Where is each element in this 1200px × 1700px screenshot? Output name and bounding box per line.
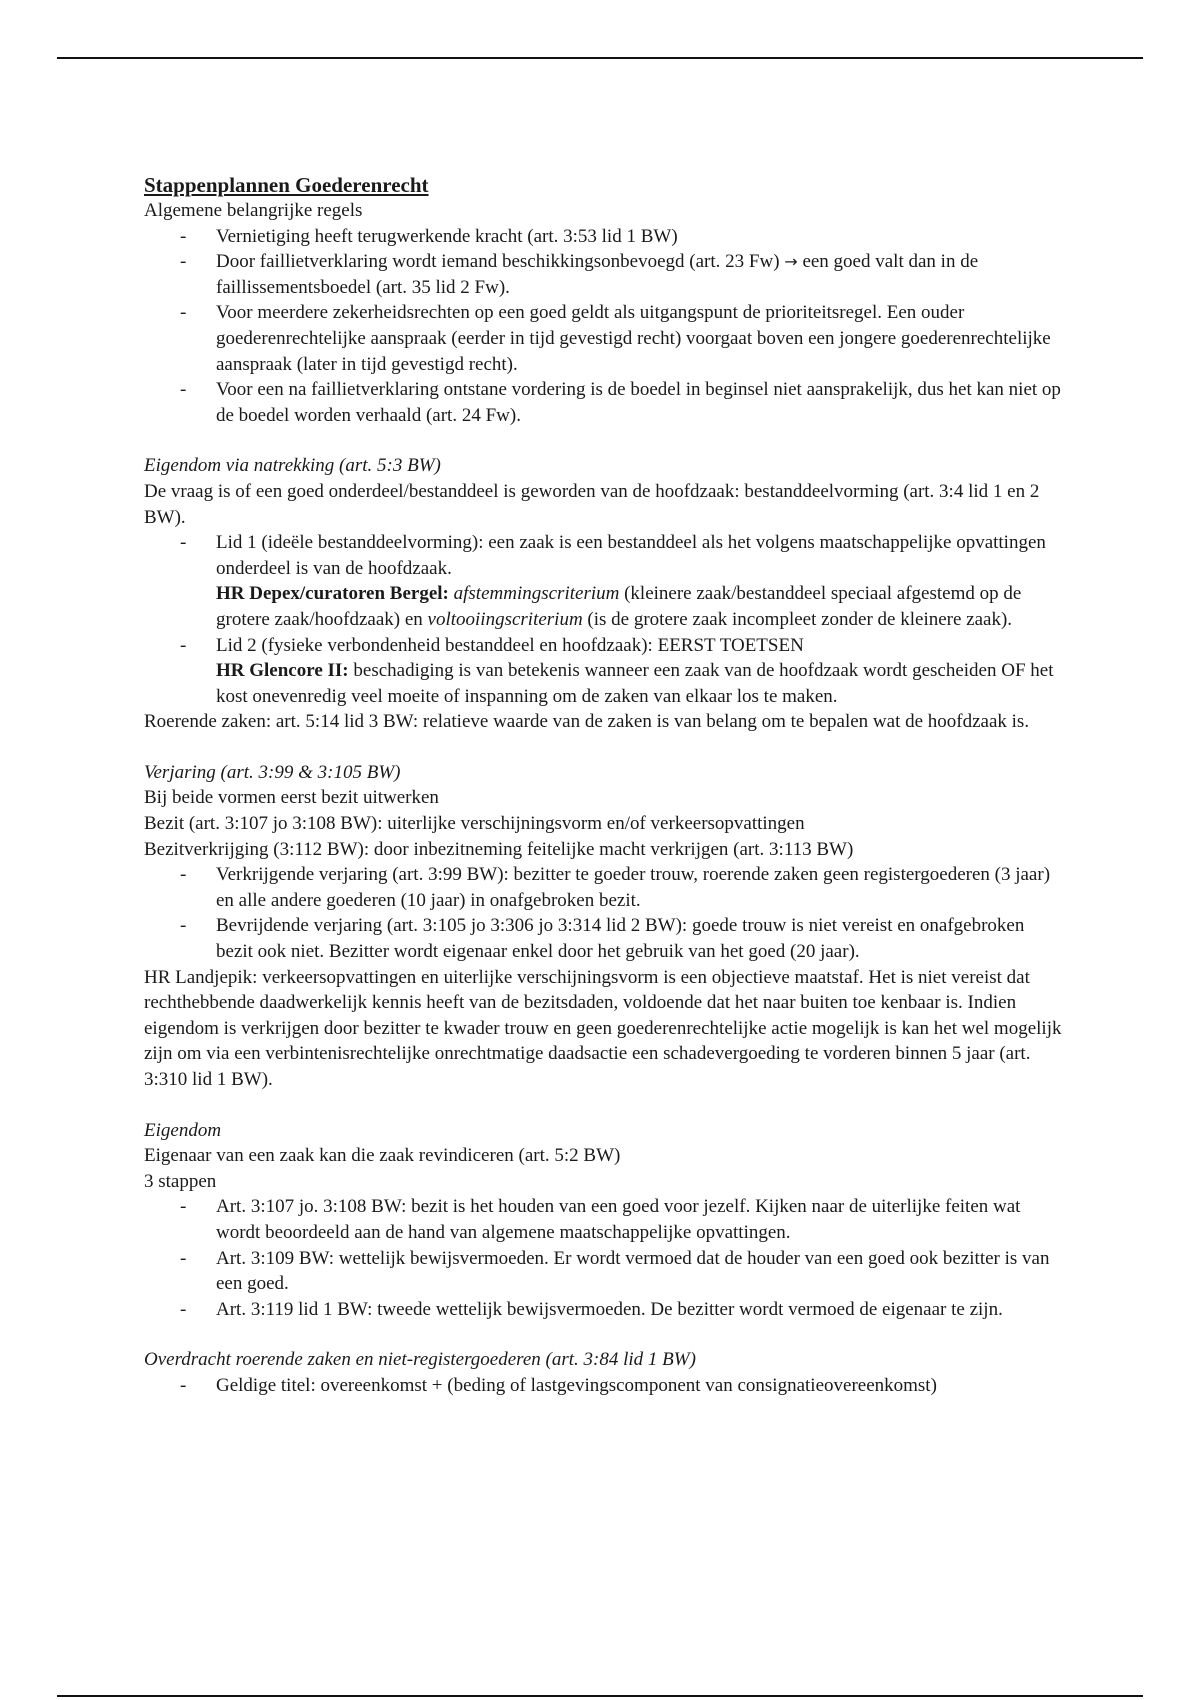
bullet-dash: - [180, 864, 187, 886]
case-name: HR Depex/curatoren Bergel: [216, 583, 449, 605]
header-rule [57, 57, 1143, 59]
bullet-dash: - [180, 302, 187, 324]
list-item: - Art. 3:107 jo. 3:108 BW: bezit is het houden van een goed voor jezelf. Kijken naar de uiterlijke feiten wat wordt beoordeeld aan de hand van algemene maatschappelijke opvattingen. [180, 1196, 1021, 1243]
paragraph: Bij beide vormen eerst bezit uitwerken [144, 787, 439, 809]
section-title-overdracht: Overdracht roerende zaken en niet-registergoederen (art. 3:84 lid 1 BW) [144, 1349, 696, 1371]
paragraph: Eigenaar van een zaak kan die zaak revindiceren (art. 5:2 BW) [144, 1145, 621, 1167]
list-item: - Bevrijdende verjaring (art. 3:105 jo 3:306 jo 3:314 lid 2 BW): goede trouw is niet vereist en onafgebroken bezit ook niet. Bezitter wordt eigenaar enkel door het gebruik van het goed (20 jaar). [180, 915, 1025, 963]
bullet-dash: - [180, 1247, 187, 1269]
list-item: - Lid 2 (fysieke verbondenheid bestanddeel en hoofdzaak): EERST TOETSEN HR Glencore II: beschadiging is van betekenis wanneer een zaak van de hoofdzaak wordt gescheiden OF het kost onevenredig veel moeite of inspanning om de zaken van elkaar los te maken. [180, 634, 1054, 707]
spacer [144, 428, 1064, 453]
spacer [144, 1322, 1064, 1347]
paragraph: 3 stappen [144, 1170, 217, 1192]
list-item: - Voor meerdere zekerheidsrechten op een goed geldt als uitgangspunt de prioriteitsregel. Een ouder goederenrechtelijke aanspraak (eerder in tijd gevestigd recht) voorgaat boven een jongere goederenrechtelijke aanspraak (later in tijd gevestigd recht). [180, 302, 1051, 375]
verjaring-list [144, 862, 1064, 964]
section-title-natrekking: Eigendom via natrekking (art. 5:3 BW) [144, 455, 441, 477]
bullet-dash: - [180, 251, 187, 273]
section-title-eigendom: Eigendom [144, 1119, 222, 1141]
paragraph: Bezitverkrijging (3:112 BW): door inbezitneming feitelijke macht verkrijgen (art. 3:113 BW) [144, 838, 854, 860]
bullet-dash: - [180, 1196, 187, 1218]
bullet-dash: - [180, 1298, 187, 1320]
natrekking-intro: De vraag is of een goed onderdeel/bestanddeel is geworden van de hoofdzaak: bestanddeelvorming (art. 3:4 lid 1 en 2 BW). [144, 480, 1040, 528]
spacer [144, 1093, 1064, 1118]
bullet-dash: - [180, 532, 187, 554]
document-body [144, 172, 1064, 1399]
bullet-dash: - [180, 1374, 187, 1396]
natrekking-list [144, 530, 1064, 709]
section-title-verjaring: Verjaring (art. 3:99 & 3:105 BW) [144, 761, 401, 783]
document-title: Stappenplannen Goederenrecht [144, 173, 429, 197]
list-item: - Art. 3:119 lid 1 BW: tweede wettelijk bewijsvermoeden. De bezitter wordt vermoed de eigenaar te zijn. [144, 1297, 1064, 1323]
roerende-zaken-paragraph: Roerende zaken: art. 5:14 lid 3 BW: relatieve waarde van de zaken is van belang om te bepalen wat de hoofdzaak is. [144, 711, 1030, 733]
list-item: - Door faillietverklaring wordt iemand beschikkingsonbevoegd (art. 23 Fw) → een goed valt dan in de faillissementsboedel (art. 35 lid 2 Fw). [180, 251, 979, 298]
paragraph: Bezit (art. 3:107 jo 3:108 BW): uiterlijke verschijningsvorm en/of verkeersopvattingen [144, 813, 805, 835]
landjepik-paragraph: HR Landjepik: verkeersopvattingen en uiterlijke verschijningsvorm is een objectieve maatstaf. Het is niet vereist dat rechthebbende daadwerkelijk kennis heeft van de bezitsdaden, voldoende dat het naar buiten toe kenbaar is. Indien eigendom is verkrijgen door bezitter te kwader trouw en geen goederenrechtelijke actie mogelijk is kan het wel mogelijk zijn om via een verbintenisrechtelijke onrechtmatige daadsactie een schadevergoeding te vorderen binnen 5 jaar (art. 3:310 lid 1 BW). [144, 966, 1062, 1090]
bullet-dash: - [180, 379, 187, 401]
list-item: - Lid 1 (ideële bestanddeelvorming): een zaak is een bestanddeel als het volgens maatschappelijke opvattingen onderdeel is van de hoofdzaak. HR Depex/curatoren Bergel: afstemmingscriterium (kleinere zaak/bestanddeel speciaal afgestemd op de grotere zaak/hoofdzaak) en voltooiingscriterium (is de grotere zaak incompleet zonder de kleinere zaak). [180, 532, 1046, 630]
spacer [144, 735, 1064, 760]
footer-rule [57, 1695, 1143, 1697]
eigendom-list [144, 1194, 1064, 1322]
intro-list [144, 224, 1064, 429]
bullet-dash: - [180, 225, 187, 247]
overdracht-list [144, 1373, 1064, 1399]
bullet-dash: - [180, 915, 187, 937]
list-item: - Verkrijgende verjaring (art. 3:99 BW): bezitter te goeder trouw, roerende zaken geen registergoederen (3 jaar) en alle andere goederen (10 jaar) in onafgebroken bezit. [180, 864, 1051, 911]
right-arrow-icon: → [784, 252, 798, 272]
list-item: - Geldige titel: overeenkomst + (beding of lastgevingscomponent van consignatieovereenkomst) [144, 1373, 1064, 1399]
list-item: - Art. 3:109 BW: wettelijk bewijsvermoeden. Er wordt vermoed dat de houder van een goed ook bezitter is van een goed. [180, 1247, 1050, 1295]
bullet-dash: - [180, 634, 187, 656]
list-item: - Vernietiging heeft terugwerkende kracht (art. 3:53 lid 1 BW) [144, 224, 1064, 250]
case-name: HR Glencore II: [216, 660, 349, 682]
intro-heading: Algemene belangrijke regels [144, 200, 363, 221]
list-item: - Voor een na faillietverklaring ontstane vordering is de boedel in beginsel niet aansprakelijk, dus het kan niet op de boedel worden verhaald (art. 24 Fw). [180, 379, 1061, 426]
